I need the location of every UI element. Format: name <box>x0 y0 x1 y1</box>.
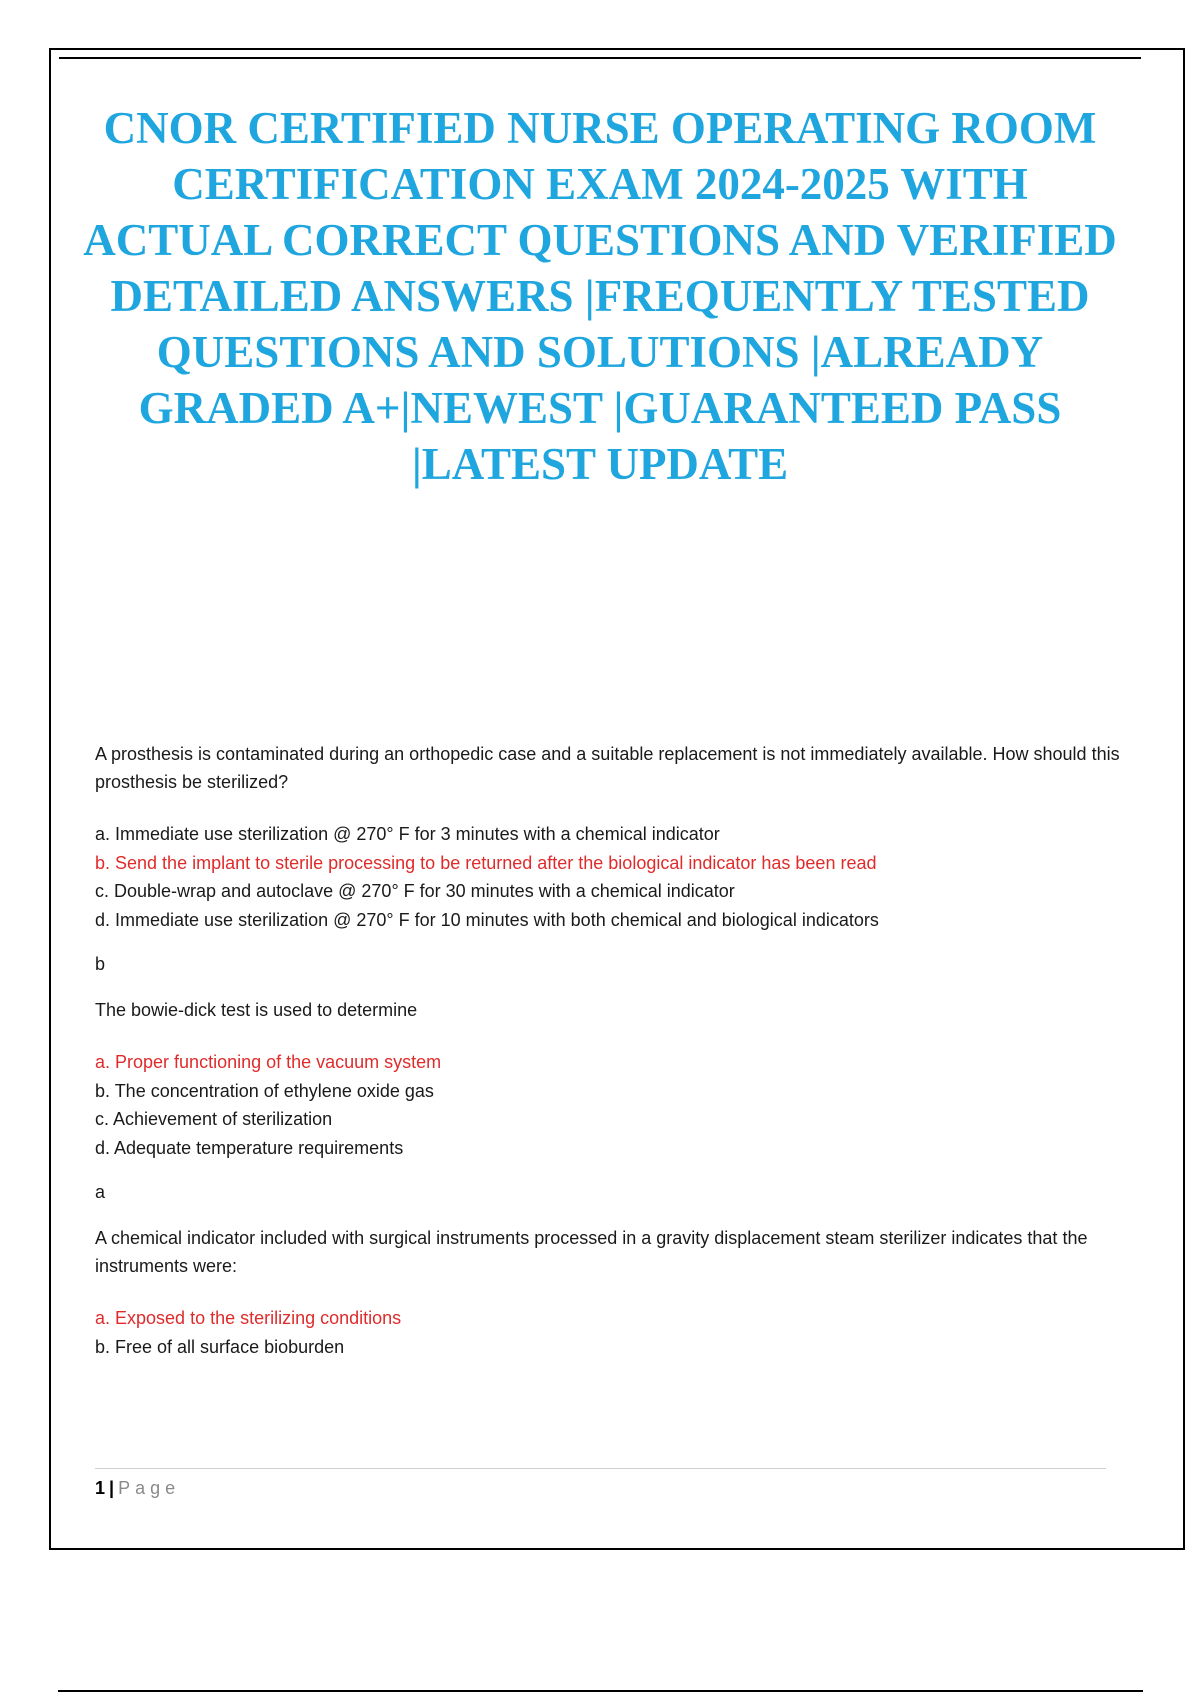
question-3-option-a-correct: a. Exposed to the sterilizing conditions <box>95 1308 402 1328</box>
question-1-option-d: d. Immediate use sterilization @ 270° F for 10 minutes with both chemical and biological indicators <box>95 909 879 930</box>
page-number: 1 <box>95 1478 106 1498</box>
document-title: CNOR CERTIFIED NURSE OPERATING ROOM CERTIFICATION EXAM 2024-2025 WITH ACTUAL CORRECT QUESTIONS AND VERIFIED DETAILED ANSWERS |FREQUENTLY TESTED QUESTIONS AND SOLUTIONS |ALREADY GRADED A+|NEWEST |GUARANTEED PASS |LATEST UPDATE <box>83 103 1117 489</box>
question-3-option-b: b. Free of all surface bioburden <box>95 1336 345 1357</box>
next-page-top-rule <box>58 1690 1143 1692</box>
question-1-options <box>95 820 1120 934</box>
question-2-options <box>95 1048 1120 1162</box>
question-1-option-c: c. Double-wrap and autoclave @ 270° F for 30 minutes with a chemical indicator <box>95 881 735 901</box>
title-block <box>80 100 1120 492</box>
page-label: Page <box>118 1478 181 1498</box>
question-1-option-a: a. Immediate use sterilization @ 270° F for 3 minutes with a chemical indicator <box>95 824 720 844</box>
question-content <box>95 740 1120 1377</box>
question-2-option-a-correct: a. Proper functioning of the vacuum system <box>95 1052 442 1072</box>
question-1-text: A prosthesis is contaminated during an orthopedic case and a suitable replacement is not immediately available. How should this prosthesis be sterilized? <box>95 744 1120 792</box>
question-1-option-b-correct: b. Send the implant to sterile processing to be returned after the biological indicator has been read <box>95 852 877 873</box>
top-rule <box>59 57 1141 59</box>
question-2-option-c: c. Achievement of sterilization <box>95 1109 333 1129</box>
question-2-text: The bowie-dick test is used to determine <box>95 1000 418 1020</box>
question-2-option-d: d. Adequate temperature requirements <box>95 1137 404 1158</box>
question-2-answer: a <box>95 1182 106 1202</box>
question-3-options <box>95 1304 1120 1361</box>
question-1-answer: b <box>95 954 106 974</box>
question-2-option-b: b. The concentration of ethylene oxide gas <box>95 1080 434 1101</box>
page-footer <box>95 1468 1106 1501</box>
footer-separator: | <box>109 1478 115 1498</box>
question-3-text: A chemical indicator included with surgical instruments processed in a gravity displacement steam sterilizer indicates that the instruments were: <box>95 1228 1088 1276</box>
